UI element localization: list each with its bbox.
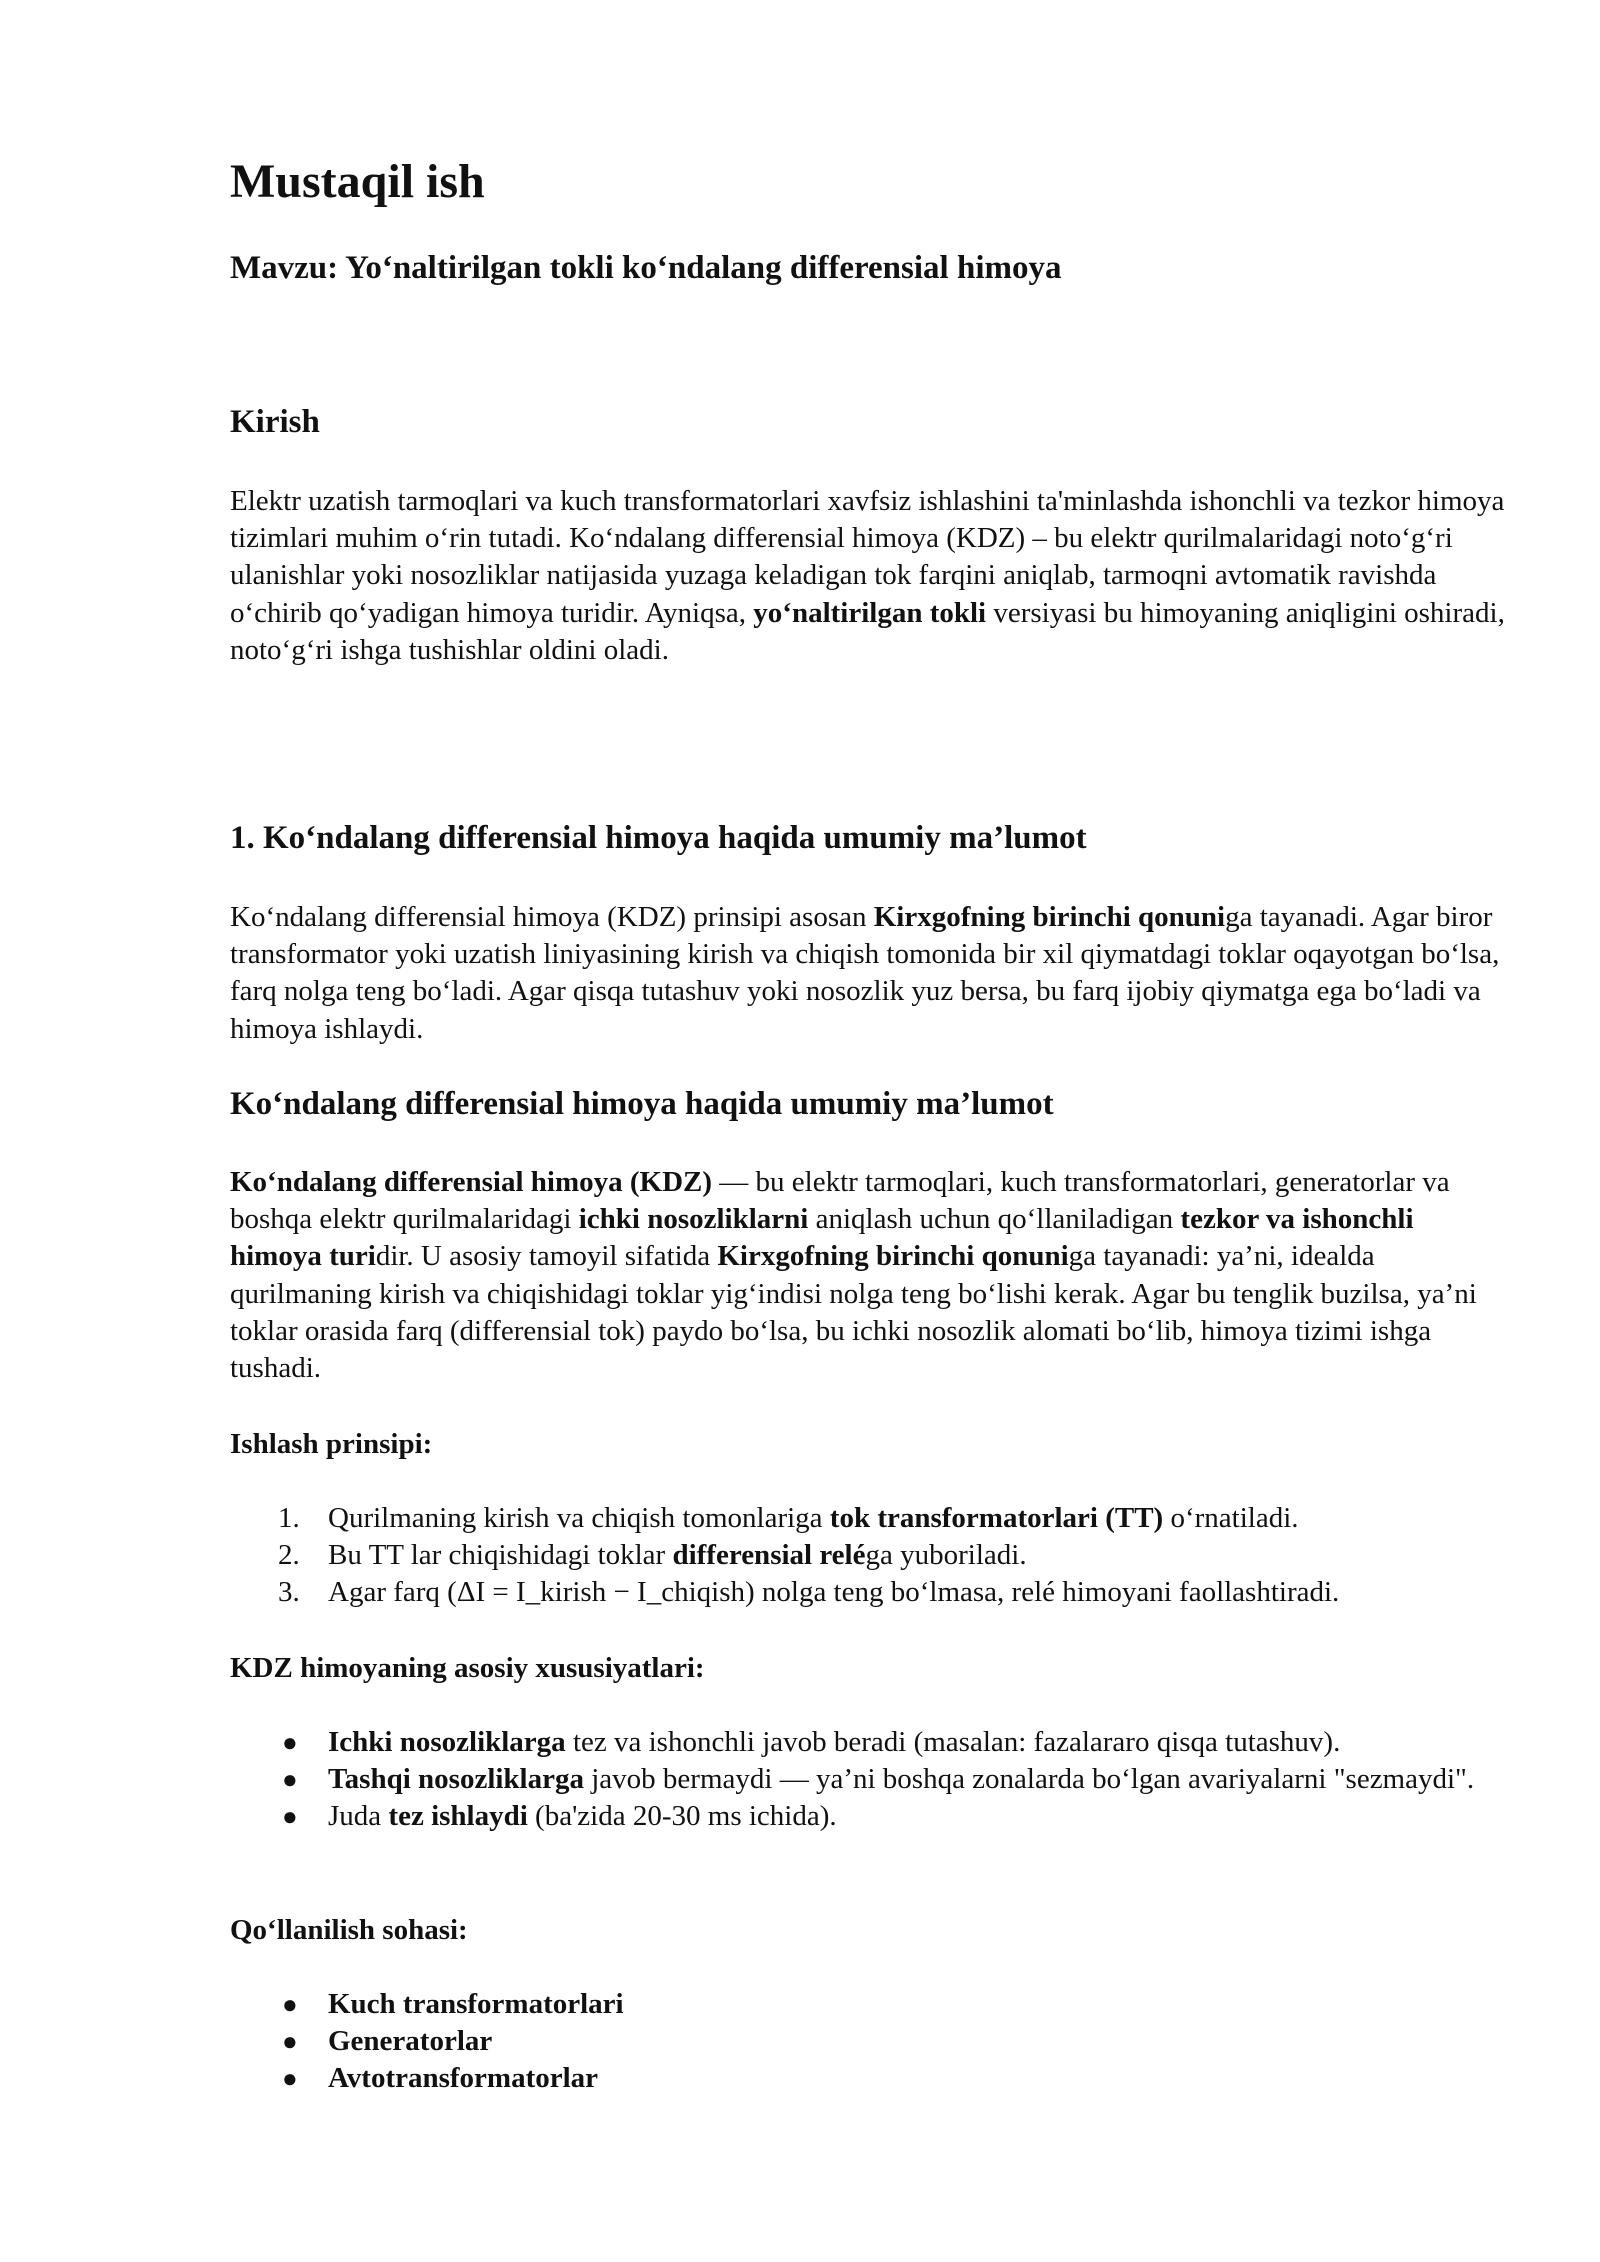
list-item: 3. Agar farq (ΔI = I_kirish − I_chiqish) nolga teng bo‘lmasa, relé himoyani faollashtiradi.: [230, 1574, 1510, 1611]
list-item: ● Generatorlar: [230, 2023, 1510, 2060]
list-item: ● Tashqi nosozliklarga javob bermaydi — ya’ni boshqa zonalarda bo‘lgan avariyalarni "sezmaydi".: [230, 1761, 1510, 1798]
features-list: [230, 1724, 1510, 1836]
list-item: 2. Bu TT lar chiqishidagi toklar differensial reléga yuboriladi.: [230, 1537, 1510, 1574]
section-1b-paragraph: Ko‘ndalang differensial himoya (KDZ) — bu elektr tarmoqlari, kuch transformatorlari, generatorlar va boshqa elektr qurilmalaridagi ichki nosozliklarni aniqlash uchun qo‘llaniladigan tezkor va ishonchli himoya turidir. U asosiy tamoyil sifatida Kirxgofning birinchi qonuniga tayanadi: ya’ni, idealda qurilmaning kirish va chiqishidagi toklar yig‘indisi nolga teng bo‘lishi kerak. Agar bu tenglik buzilsa, ya’ni toklar orasida farq (differensial tok) paydo bo‘lsa, bu ichki nosozlik alomati bo‘lib, himoya tizimi ishga tushadi.: [230, 1166, 1477, 1385]
bullet-icon: ●: [282, 1802, 298, 1832]
list-item: ● Kuch transformatorlari: [230, 1986, 1510, 2023]
section-1-paragraph: Ko‘ndalang differensial himoya (KDZ) prinsipi asosan Kirxgofning birinchi qonuniga tayanadi. Agar biror transformator yoki uzatish liniyasining kirish va chiqish tomonida bir xil qiymatdagi toklar oqayotgan bo‘lsa, farq nolga teng bo‘ladi. Agar qisqa tutashuv yoki nosozlik yuz bersa, bu farq ijobiy qiymatga ega bo‘ladi va himoya ishlaydi.: [230, 901, 1500, 1045]
working-principle-heading: Ishlash prinsipi:: [230, 1428, 433, 1460]
application-area-list: [230, 1986, 1510, 2098]
list-number: 3.: [278, 1576, 300, 1609]
application-area-heading: Qo‘llanilish sohasi:: [230, 1914, 468, 1946]
document-title: Mustaqil ish: [230, 155, 485, 208]
list-item: 1. Qurilmaning kirish va chiqish tomonlariga tok transformatorlari (TT) o‘rnatiladi.: [230, 1500, 1510, 1537]
working-principle-list: [230, 1500, 1510, 1612]
bullet-icon: ●: [282, 1765, 298, 1795]
introduction-heading: Kirish: [230, 404, 320, 440]
list-number: 1.: [278, 1502, 300, 1534]
bullet-icon: ●: [282, 2027, 298, 2057]
features-heading: KDZ himoyaning asosiy xususiyatlari:: [230, 1652, 705, 1684]
bullet-icon: ●: [282, 2064, 298, 2094]
bullet-icon: ●: [282, 1728, 298, 1757]
introduction-paragraph: Elektr uzatish tarmoqlari va kuch transformatorlari xavfsiz ishlashini ta'minlashda ishonchli va tezkor himoya tizimlari muhim o‘rin tutadi. Ko‘ndalang differensial himoya (KDZ) – bu elektr qurilmalaridagi noto‘g‘ri ulanishlar yoki nosozliklar natijasida yuzaga keladigan tok farqini aniqlab, tarmoqni avtomatik ravishda o‘chirib qo‘yadigan himoya turidir. Ayniqsa, yo‘naltirilgan tokli versiyasi bu himoyaning aniqligini oshiradi, noto‘g‘ri ishga tushishlar oldini oladi.: [230, 485, 1505, 666]
section-1b-heading: Ko‘ndalang differensial himoya haqida umumiy ma’lumot: [230, 1086, 1054, 1122]
list-item: ● Avtotransformatorlar: [230, 2060, 1510, 2097]
list-item: ● Juda tez ishlaydi (ba'zida 20-30 ms ichida).: [230, 1798, 1510, 1835]
list-number: 2.: [278, 1539, 300, 1572]
bullet-icon: ●: [282, 1990, 298, 2019]
section-1-heading: 1. Ko‘ndalang differensial himoya haqida umumiy ma’lumot: [230, 820, 1087, 856]
list-item: ● Ichki nosozliklarga tez va ishonchli javob beradi (masalan: fazalararo qisqa tutashuv).: [230, 1724, 1510, 1761]
topic-heading: Mavzu: Yo‘naltirilgan tokli ko‘ndalang differensial himoya: [230, 250, 1062, 286]
